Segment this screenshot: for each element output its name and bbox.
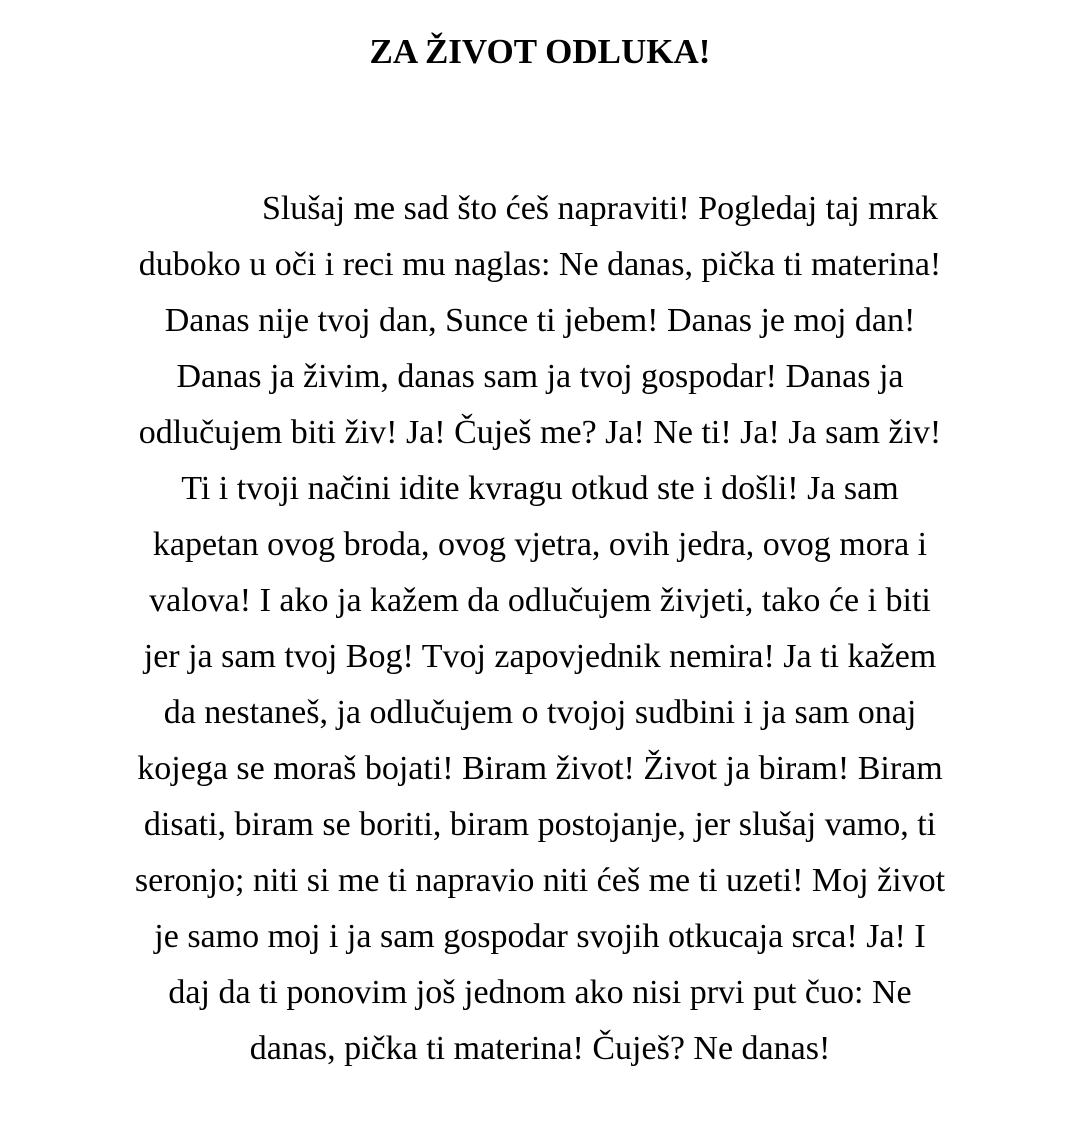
text-line — [40, 181, 1040, 237]
text-line: kojega se moraš bojati! Biram život! Život ja biram! Biram — [137, 750, 943, 787]
text-line: da nestaneš, ja odlučujem o tvojoj sudbini i ja sam onaj — [163, 694, 917, 731]
text-line: jer ja sam tvoj Bog! Tvoj zapovjednik nemira! Ja ti kažem — [143, 638, 937, 675]
text-line: kapetan ovog broda, ovog vjetra, ovih jedra, ovog mora i — [152, 526, 928, 563]
text-line: Danas nije tvoj dan, Sunce ti jebem! Danas je moj dan! — [164, 302, 916, 339]
text-line: odlučujem biti živ! Ja! Čuješ me? Ja! Ne ti! Ja! Ja sam živ! — [138, 414, 942, 451]
text-line: Danas ja živim, danas sam ja tvoj gospodar! Danas ja — [176, 358, 904, 395]
text-line: disati, biram se boriti, biram postojanje, jer slušaj vamo, ti — [143, 806, 937, 843]
text-line: seronjo; niti si me ti napravio niti ćeš me ti uzeti! Moj život — [134, 862, 946, 899]
document-body — [40, 181, 1040, 1077]
text-line: danas, pička ti materina! Čuješ? Ne danas! — [249, 1030, 831, 1067]
text-line-content: Slušaj me sad što ćeš napraviti! Pogledaj taj mrak — [261, 190, 939, 227]
document-title: ZA ŽIVOT ODLUKA! — [369, 32, 711, 71]
text-line: je samo moj i ja sam gospodar svojih otkucaja srca! Ja! I — [154, 918, 926, 955]
text-line: duboko u oči i reci mu naglas: Ne danas, pička ti materina! — [138, 246, 942, 283]
text-line: daj da ti ponovim još jednom ako nisi prvi put čuo: Ne — [168, 974, 912, 1011]
text-line: Ti i tvoji načini idite kvragu otkud ste i došli! Ja sam — [181, 470, 899, 507]
text-line: valova! I ako ja kažem da odlučujem živjeti, tako će i biti — [149, 582, 931, 619]
